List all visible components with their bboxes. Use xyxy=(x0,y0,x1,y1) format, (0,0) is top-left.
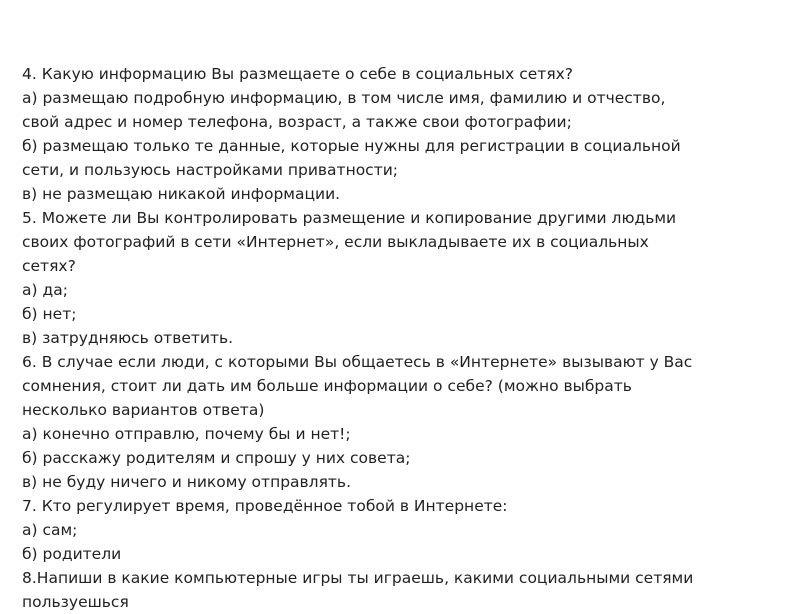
question-5-option-b: б) нет; xyxy=(22,305,77,323)
question-4-option-b-line-1: б) размещаю только те данные, которые нужны для регистрации в социальной xyxy=(22,137,681,155)
question-5-option-a: а) да; xyxy=(22,281,68,299)
question-5-title-line-2: своих фотографий в сети «Интернет», если выкладываете их в социальных xyxy=(22,233,649,251)
question-5-title-line-3: сетях? xyxy=(22,257,76,275)
question-5-option-c: в) затрудняюсь ответить. xyxy=(22,329,234,347)
question-8-title-line-2: пользуешься xyxy=(22,593,129,611)
question-6-title-line-1: 6. В случае если люди, с которыми Вы общаетесь в «Интернете» вызывают у Вас xyxy=(22,353,693,371)
question-7-title: 7. Кто регулирует время, проведённое тобой в Интернете: xyxy=(22,497,508,515)
question-7-option-a: а) сам; xyxy=(22,521,78,539)
question-6-option-c: в) не буду ничего и никому отправлять. xyxy=(22,473,351,491)
question-4-option-a-line-1: а) размещаю подробную информацию, в том числе имя, фамилию и отчество, xyxy=(22,89,666,107)
question-8-title-line-1: 8.Напиши в какие компьютерные игры ты играешь, какими социальными сетями xyxy=(22,569,694,587)
question-4-option-a-line-2: свой адрес и номер телефона, возраст, а также свои фотографии; xyxy=(22,113,572,131)
question-4-title: 4. Какую информацию Вы размещаете о себе в социальных сетях? xyxy=(22,65,574,83)
question-6-title-line-3: несколько вариантов ответа) xyxy=(22,401,265,419)
question-4-option-c: в) не размещаю никакой информации. xyxy=(22,185,341,203)
question-6-option-a: а) конечно отправлю, почему бы и нет!; xyxy=(22,425,351,443)
question-4-option-b-line-2: сети, и пользуюсь настройками приватности; xyxy=(22,161,399,179)
question-7-option-b: б) родители xyxy=(22,545,122,563)
questionnaire-text xyxy=(22,62,792,614)
question-6-title-line-2: сомнения, стоит ли дать им больше информации о себе? (можно выбрать xyxy=(22,377,632,395)
question-6-option-b: б) расскажу родителям и спрошу у них совета; xyxy=(22,449,411,467)
question-5-title-line-1: 5. Можете ли Вы контролировать размещение и копирование другими людьми xyxy=(22,209,677,227)
